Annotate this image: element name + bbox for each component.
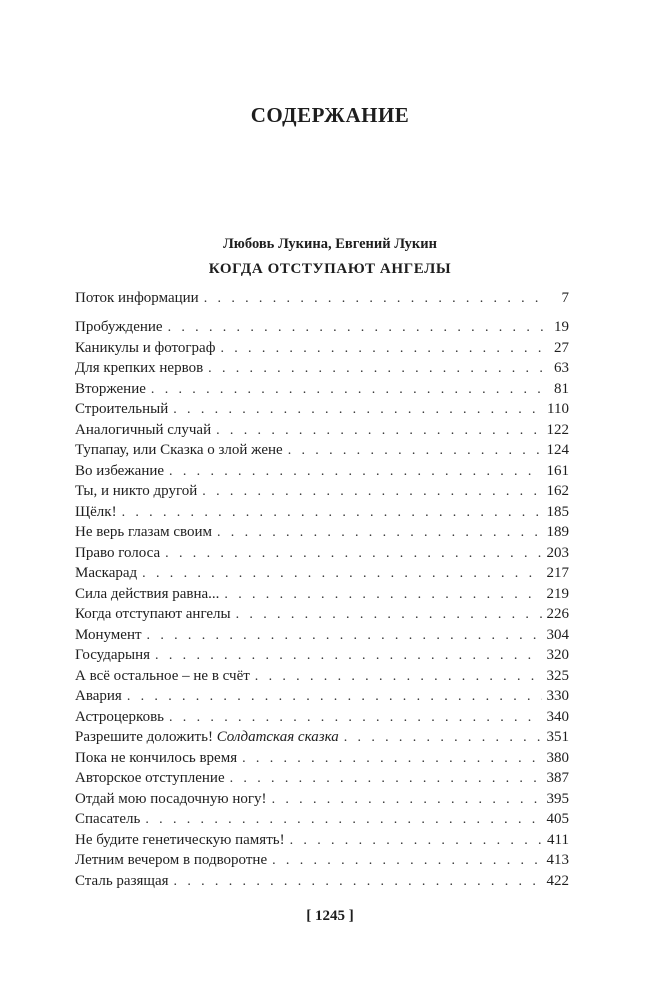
toc-entry-title — [75, 871, 169, 892]
toc-dot-leader — [290, 831, 542, 852]
toc-entry-title — [75, 830, 285, 851]
toc-entry-title-text: Не будите генетическую память! — [75, 831, 285, 848]
toc-entry-title-text: Астроцерковь — [75, 708, 164, 725]
toc-entry-title — [75, 543, 160, 564]
toc-entry-page: 189 — [546, 524, 569, 540]
toc-entry — [75, 604, 569, 625]
toc-entry — [75, 809, 569, 830]
toc-entry-page: 413 — [546, 852, 569, 868]
toc-dot-leader — [145, 810, 541, 831]
toc-entry-page: 340 — [546, 708, 569, 725]
toc-entry-title-text: Сила действия равна... — [75, 585, 220, 602]
toc-entry — [75, 871, 569, 892]
toc-entry-title-text: А всё остальное – не в счёт — [75, 667, 250, 684]
toc-dot-leader — [230, 769, 542, 790]
toc-dot-leader — [242, 749, 541, 770]
toc-entry-title — [75, 707, 164, 728]
toc-entry-title-text: Авария — [75, 688, 122, 704]
toc-entry-title-text: Тупапау, или Сказка о злой жене — [75, 442, 283, 458]
toc-dot-leader — [168, 318, 544, 339]
toc-entry-title — [75, 768, 225, 789]
toc-entry-title-text: Монумент — [75, 626, 142, 643]
toc-entry-title-text: Пока не кончилось время — [75, 749, 238, 766]
toc-entry-title-text: Разрешите доложить! — [75, 729, 213, 745]
toc-entry-title — [75, 563, 137, 584]
toc-entry-subtitle: Солдатская сказка — [216, 729, 339, 745]
toc-entry-page: 351 — [546, 729, 569, 745]
toc-entry-page: 7 — [561, 290, 569, 306]
toc-dot-leader — [169, 708, 542, 729]
toc-entry-page: 320 — [546, 647, 569, 663]
toc-dot-leader — [208, 359, 544, 380]
toc-entry-page: 63 — [554, 360, 569, 376]
toc-entry-title — [75, 666, 250, 687]
toc-entry — [75, 768, 569, 789]
toc-entry-title-text: Летним вечером в подворотне — [75, 852, 268, 868]
toc-entry-title — [75, 727, 339, 748]
toc-dot-leader — [224, 585, 541, 606]
page-title: СОДЕРЖАНИЕ — [250, 103, 410, 127]
toc-entry-title — [75, 522, 212, 543]
toc-entry — [75, 789, 569, 810]
toc-entry-page: 217 — [546, 565, 569, 581]
toc-entry-title — [75, 502, 117, 523]
toc-entry-title — [75, 420, 211, 441]
toc-entry-title — [75, 604, 231, 625]
toc-entry-title-text: Каникулы и фотограф — [75, 339, 216, 356]
toc-entry — [75, 707, 569, 728]
toc-entry-title-text: Аналогичный случай — [75, 421, 212, 438]
toc-entry-page: 387 — [546, 770, 569, 786]
toc-entry-title-text: Когда отступают ангелы — [75, 606, 231, 622]
toc-entry-title — [75, 686, 122, 707]
toc-entry — [75, 288, 569, 309]
toc-dot-leader — [255, 667, 542, 688]
toc-entry-title-text: Пробуждение — [75, 319, 163, 335]
toc-entry-title-text: Государыня — [75, 647, 151, 663]
toc-entry-page: 304 — [546, 626, 569, 643]
toc-entry — [75, 563, 569, 584]
toc-dot-leader — [122, 503, 542, 524]
toc-entry-title-text: Вторжение — [75, 380, 146, 397]
toc-entry-page: 325 — [546, 667, 569, 684]
toc-entry — [75, 399, 569, 420]
toc-entry — [75, 481, 569, 502]
toc-entry-page: 405 — [546, 811, 569, 827]
toc-entry-title — [75, 645, 150, 666]
toc-list — [75, 317, 569, 891]
toc-entry-page: 162 — [546, 483, 569, 499]
toc-entry-title-text: Для крепких нервов — [75, 360, 204, 376]
toc-entry-title — [75, 850, 267, 871]
toc-entry — [75, 727, 569, 748]
toc-entry-page: 161 — [546, 462, 569, 479]
toc-entry — [75, 686, 569, 707]
toc-entry-page: 81 — [554, 380, 569, 397]
toc-dot-leader — [236, 605, 542, 626]
page-number: [ 1245 ] — [306, 908, 354, 924]
toc-dot-leader — [165, 544, 541, 565]
toc-dot-leader — [173, 400, 542, 421]
toc-entry-title — [75, 625, 142, 646]
toc-entry-title-text: Маскарад — [75, 565, 138, 581]
toc-dot-leader — [220, 339, 544, 360]
toc-dot-leader — [288, 441, 542, 462]
toc-dot-leader — [147, 626, 542, 647]
toc-entry — [75, 645, 569, 666]
toc-entry-page: 380 — [546, 749, 569, 766]
toc-entry — [75, 502, 569, 523]
toc-entry — [75, 850, 569, 871]
toc-dot-leader — [272, 790, 542, 811]
toc-entry-title — [75, 358, 203, 379]
toc-entry-page: 395 — [546, 790, 569, 807]
toc-dot-leader — [169, 462, 541, 483]
toc-list-intro — [75, 288, 569, 309]
toc-dot-leader — [272, 851, 541, 872]
toc-entry-title — [75, 399, 168, 420]
toc-entry-title — [75, 584, 219, 605]
toc-entry-title — [75, 440, 283, 461]
toc-entry-title-text: Не верь глазам своим — [75, 524, 212, 540]
toc-entry — [75, 625, 569, 646]
toc-entry — [75, 830, 569, 851]
toc-entry-title — [75, 481, 197, 502]
toc-entry — [75, 748, 569, 769]
toc-entry — [75, 317, 569, 338]
toc-entry-page: 411 — [547, 831, 569, 848]
toc-entry-page: 219 — [546, 585, 569, 602]
toc-entry-title-text: Во избежание — [75, 462, 165, 479]
toc-entry-title-text: Сталь разящая — [75, 872, 169, 889]
toc-entry-page: 124 — [546, 442, 569, 458]
toc-entry-title-text: Строительный — [75, 401, 169, 417]
toc-entry — [75, 440, 569, 461]
toc-entry — [75, 461, 569, 482]
toc-entry-page: 122 — [546, 421, 569, 438]
toc-dot-leader — [202, 482, 541, 503]
toc-entry-page: 27 — [554, 339, 569, 356]
toc-entry-page: 330 — [546, 688, 569, 704]
toc-dot-leader — [344, 728, 542, 749]
toc-dot-leader — [155, 646, 541, 667]
toc-dot-leader — [216, 421, 541, 442]
toc-entry-title — [75, 809, 140, 830]
toc-dot-leader — [142, 564, 541, 585]
toc-entry-title — [75, 338, 215, 359]
toc-entry-page: 203 — [546, 544, 569, 561]
authors-line: Любовь Лукина, Евгений Лукин — [223, 236, 437, 252]
toc-entry — [75, 666, 569, 687]
toc-entry-page: 185 — [546, 503, 569, 520]
toc-entry — [75, 543, 569, 564]
toc-dot-leader — [174, 872, 542, 893]
toc-entry-title — [75, 288, 199, 309]
toc-entry-title — [75, 379, 146, 400]
toc-entry-page: 226 — [546, 606, 569, 622]
toc-dot-leader — [151, 380, 544, 401]
toc-entry-title — [75, 317, 163, 338]
toc-entry-title — [75, 461, 164, 482]
toc-entry-title-text: Спасатель — [75, 811, 141, 827]
toc-entry — [75, 338, 569, 359]
toc-entry-title-text: Отдай мою посадочную ногу! — [75, 790, 267, 807]
toc-entry — [75, 420, 569, 441]
toc-entry — [75, 358, 569, 379]
toc-dot-leader — [127, 687, 542, 708]
toc-entry-page: 19 — [554, 319, 569, 335]
toc-entry-title — [75, 748, 237, 769]
toc-entry-page: 110 — [547, 401, 569, 417]
toc-entry — [75, 379, 569, 400]
toc-entry-page: 422 — [546, 872, 569, 889]
toc-entry — [75, 584, 569, 605]
toc-entry-title — [75, 789, 267, 810]
toc-entry-title-text: Право голоса — [75, 544, 161, 561]
section-title: КОГДА ОТСТУПАЮТ АНГЕЛЫ — [208, 261, 452, 277]
toc-entry-title-text: Ты, и никто другой — [75, 483, 198, 499]
toc-entry — [75, 522, 569, 543]
toc-dot-leader — [204, 289, 544, 310]
toc-entry-title-text: Щёлк! — [75, 503, 117, 520]
toc-entry-title-text: Авторское отступление — [75, 770, 225, 786]
toc-dot-leader — [217, 523, 542, 544]
toc-entry-title-text: Поток информации — [75, 290, 199, 306]
